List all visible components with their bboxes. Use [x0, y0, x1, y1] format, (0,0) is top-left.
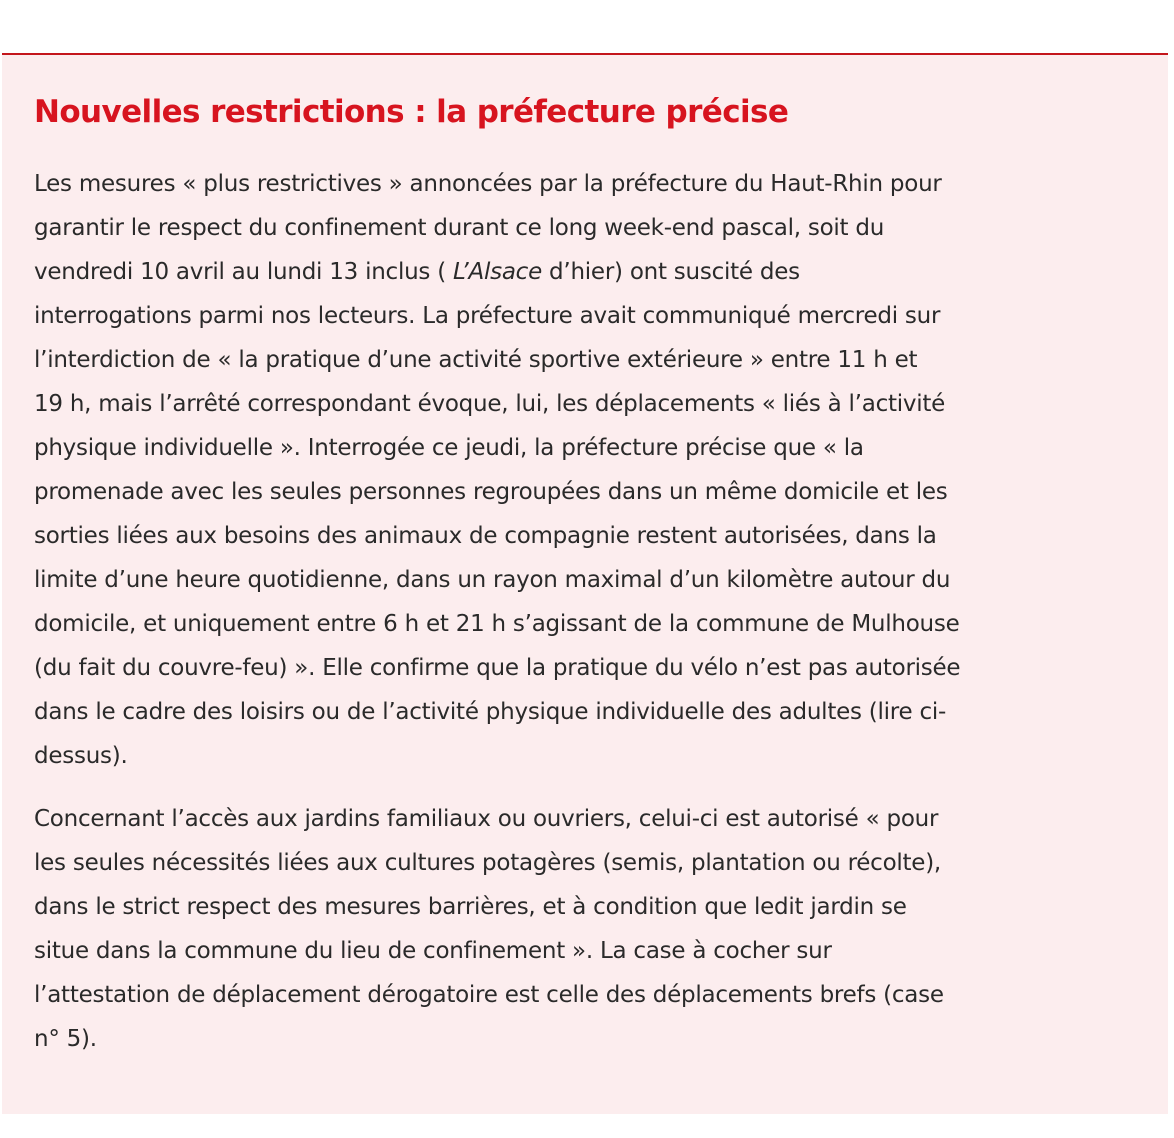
text-line: dans le strict respect des mesures barrières, et à condition que ledit jardin se	[34, 894, 907, 920]
text-line: Concernant l’accès aux jardins familiaux ou ouvriers, celui-ci est autorisé « pour	[34, 806, 939, 832]
text-segment: d’hier) ont suscité des	[541, 259, 800, 285]
text-line: domicile, et uniquement entre 6 h et 21 h s’agissant de la commune de Mulhouse	[34, 611, 960, 637]
text-line: Les mesures « plus restrictives » annoncées par la préfecture du Haut-Rhin pour	[34, 171, 942, 197]
text-segment: vendredi 10 avril au lundi 13 inclus (	[34, 259, 453, 285]
text-line: dans le cadre des loisirs ou de l’activité physique individuelle des adultes (lire ci-	[34, 699, 947, 725]
text-line: sorties liées aux besoins des animaux de compagnie restent autorisées, dans la	[34, 523, 937, 549]
text-line: dessus).	[34, 743, 128, 769]
article-title: Nouvelles restrictions : la préfecture précise	[34, 94, 789, 130]
text-line: l’interdiction de « la pratique d’une activité sportive extérieure » entre 11 h et	[34, 347, 918, 373]
text-line: n° 5).	[34, 1026, 97, 1052]
text-line: interrogations parmi nos lecteurs. La préfecture avait communiqué mercredi sur	[34, 303, 941, 329]
text-line: situe dans la commune du lieu de confinement ». La case à cocher sur	[34, 938, 832, 964]
article-paragraph-1	[34, 162, 960, 778]
text-line: 19 h, mais l’arrêté correspondant évoque, lui, les déplacements « liés à l’activité	[34, 391, 946, 417]
text-line: (du fait du couvre-feu) ». Elle confirme que la pratique du vélo n’est pas autorisée	[34, 655, 961, 681]
text-line: l’attestation de déplacement dérogatoire est celle des déplacements brefs (case	[34, 982, 944, 1008]
text-line: garantir le respect du confinement durant ce long week-end pascal, soit du	[34, 215, 885, 241]
text-line: physique individuelle ». Interrogée ce jeudi, la préfecture précise que « la	[34, 435, 864, 461]
text-line: les seules nécessités liées aux cultures potagères (semis, plantation ou récolte),	[34, 850, 941, 876]
article-paragraph-2	[34, 797, 944, 1061]
text-line: limite d’une heure quotidienne, dans un rayon maximal d’un kilomètre autour du	[34, 567, 951, 593]
text-line	[34, 250, 960, 294]
newspaper-name: L’Alsace	[452, 259, 542, 285]
text-line: promenade avec les seules personnes regroupées dans un même domicile et les	[34, 479, 948, 505]
